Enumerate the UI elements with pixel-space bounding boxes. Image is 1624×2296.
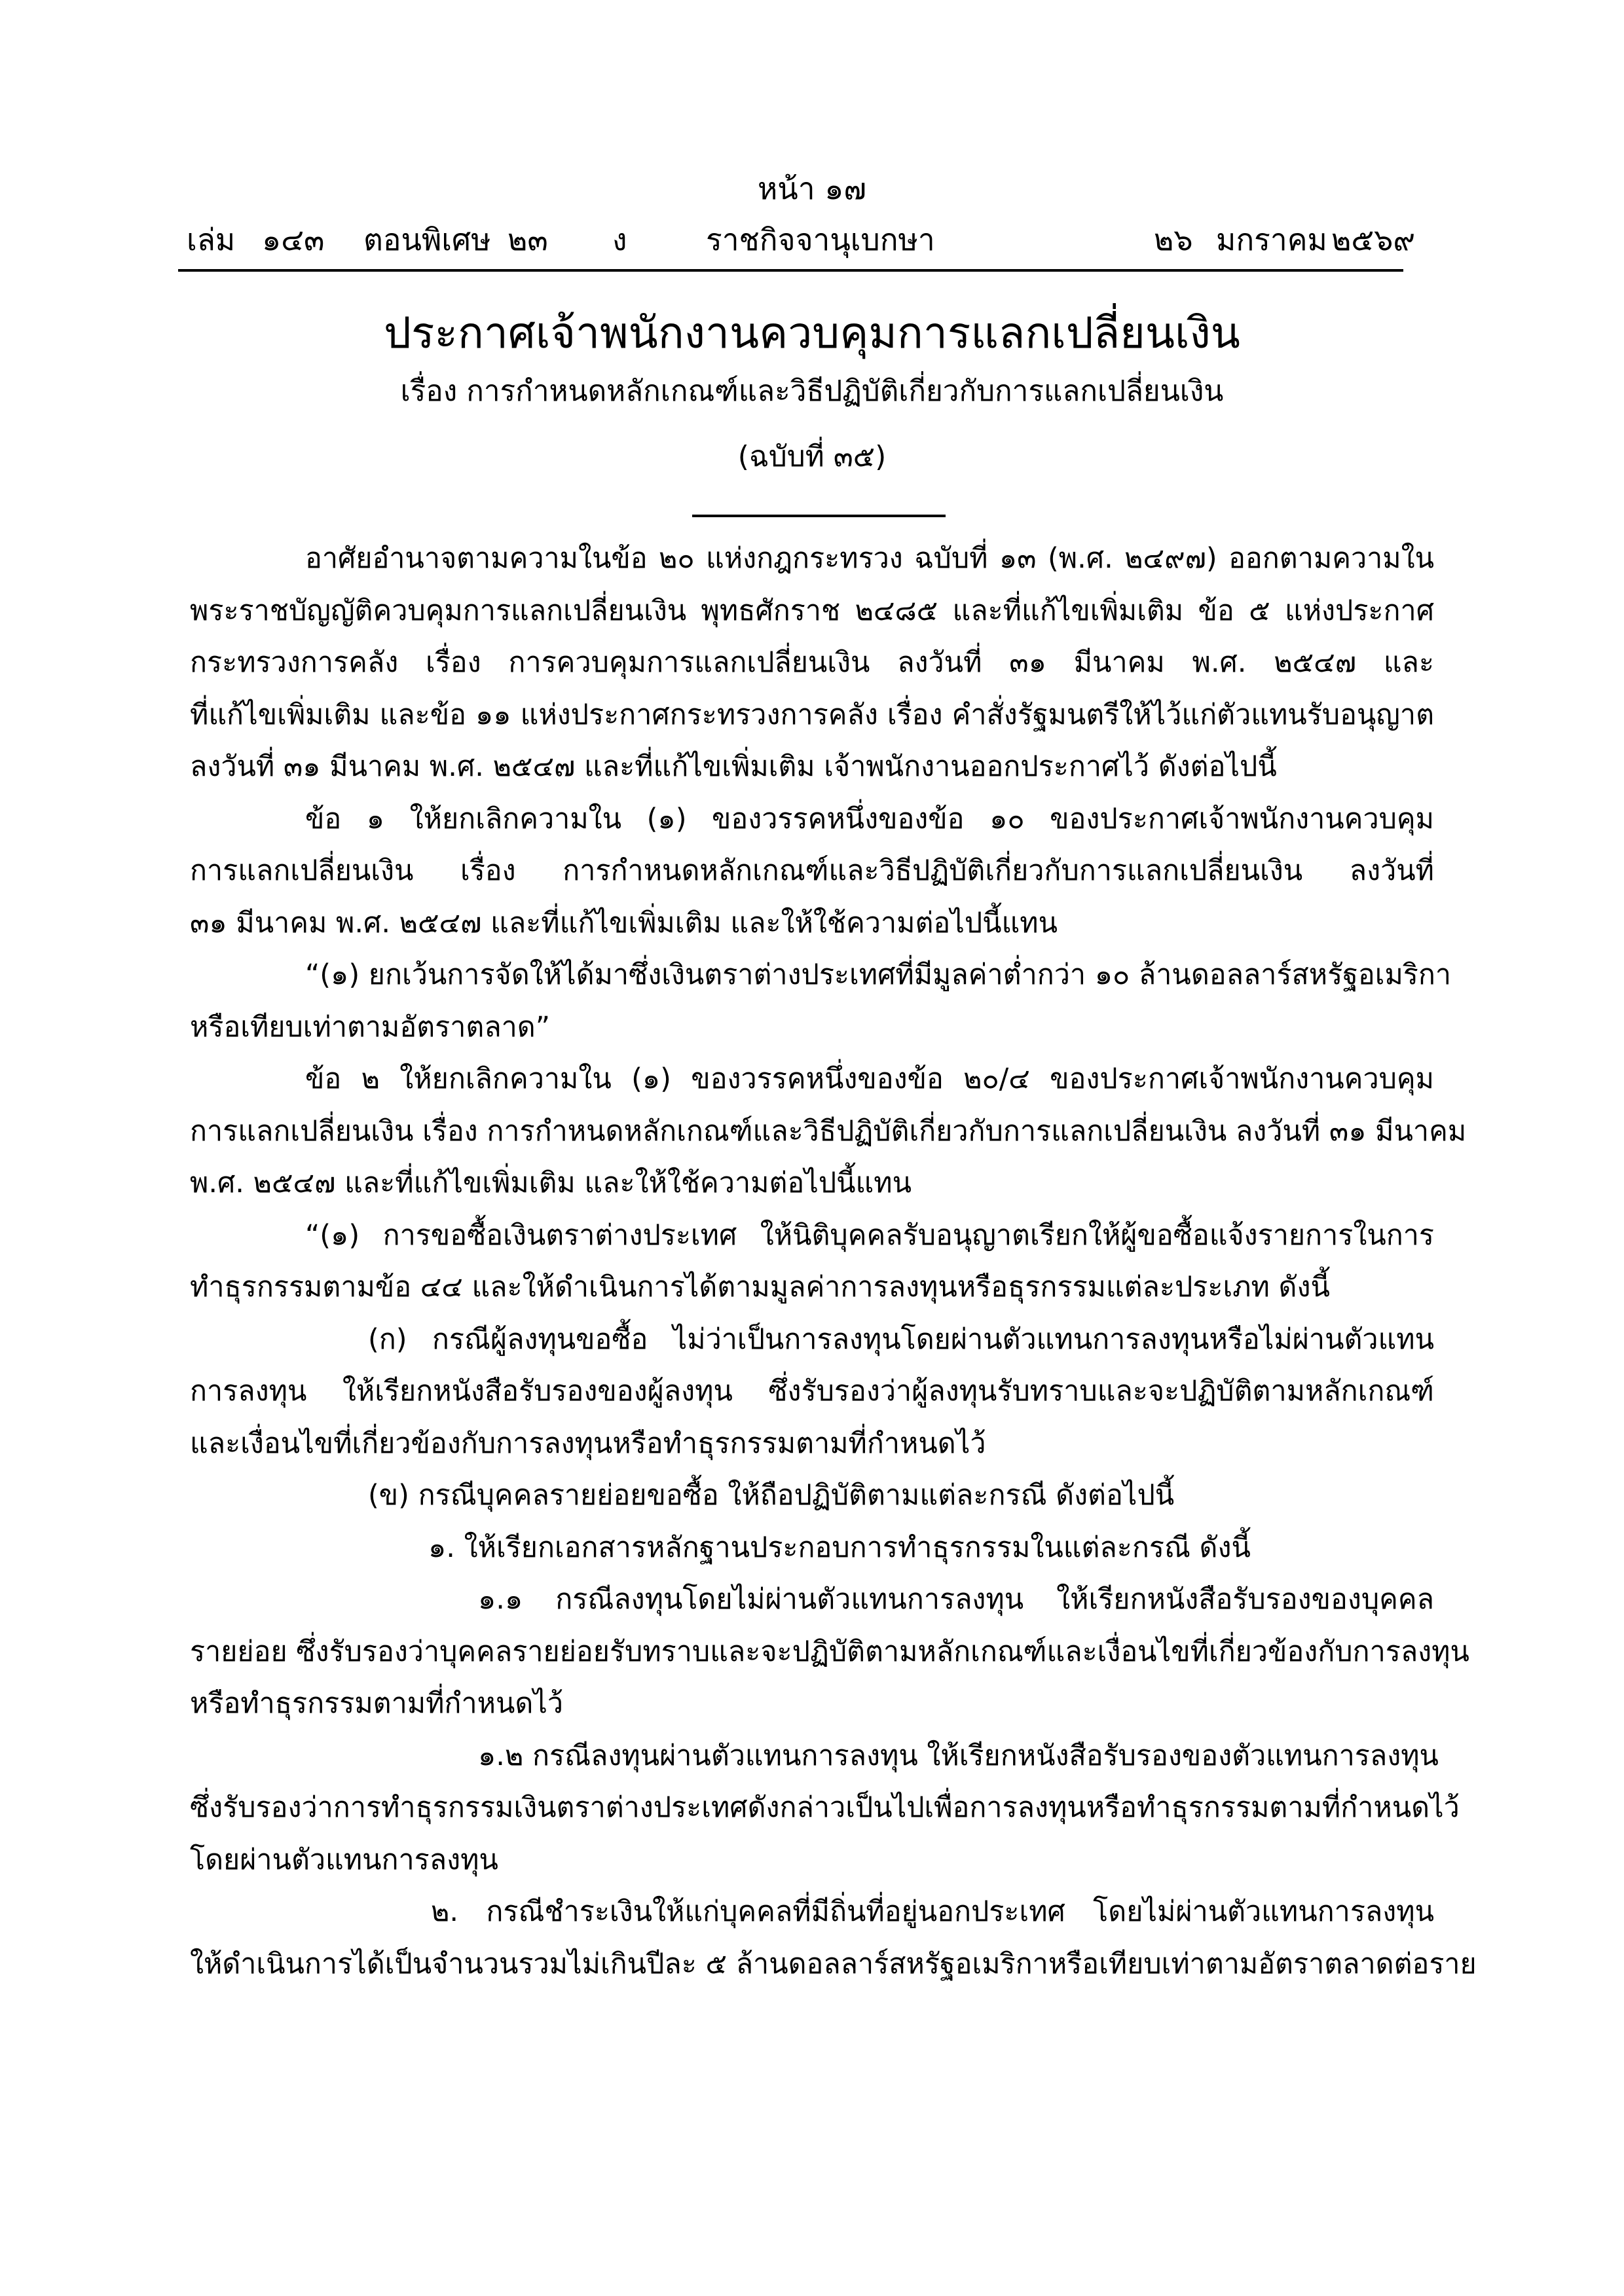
body-line: อาศัยอำนาจตามความในข้อ ๒๐ แห่งกฎกระทรวง ฉบับที่ ๑๓ (พ.ศ. ๒๔๙๗) ออกตามความใน — [305, 542, 1434, 575]
header-rule — [178, 269, 1403, 272]
subitem-1-1-line: รายย่อย ซึ่งรับรองว่าบุคคลรายย่อยรับทราบและจะปฏิบัติตามหลักเกณฑ์และเงื่อนไขที่เกี่ยวข้องกับการลงทุน — [190, 1635, 1469, 1668]
document-body — [190, 533, 1477, 1990]
clause-2-quote-line: ทำธุรกรรมตามข้อ ๔๔ และให้ดำเนินการได้ตามมูลค่าการลงทุนหรือธุรกรรมแต่ละประเภท ดังนี้ — [190, 1271, 1330, 1303]
item-ka-line: (ก) กรณีผู้ลงทุนขอซื้อ ไม่ว่าเป็นการลงทุนโดยผ่านตัวแทนการลงทุนหรือไม่ผ่านตัวแทน — [368, 1322, 1434, 1356]
section-letter: ง — [612, 222, 627, 257]
clause-1-line: การแลกเปลี่ยนเงิน เรื่อง การกำหนดหลักเกณฑ์และวิธีปฏิบัติเกี่ยวกับการแลกเปลี่ยนเงิน ลงวันที่ — [190, 854, 1434, 887]
clause-2-quote-line: “(๑) การขอซื้อเงินตราต่างประเทศ ให้นิติบุคคลรับอนุญาตเรียกให้ผู้ขอซื้อแจ้งรายการในการ — [305, 1218, 1434, 1252]
subitem-2-line: ๒. กรณีชำระเงินให้แก่บุคคลที่มีถิ่นที่อยู่นอกประเทศ โดยไม่ผ่านตัวแทนการลงทุน — [431, 1895, 1434, 1928]
document-title: ประกาศเจ้าพนักงานควบคุมการแลกเปลี่ยนเงิน — [384, 308, 1240, 358]
clause-1-quote-line: หรือเทียบเท่าตามอัตราตลาด” — [190, 1010, 551, 1044]
section-label: ตอนพิเศษ — [363, 222, 491, 257]
volume-label: เล่ม — [187, 222, 236, 257]
subitem-2-line: ให้ดำเนินการได้เป็นจำนวนรวมไม่เกินปีละ ๕ ล้านดอลลาร์สหรัฐอเมริกาหรือเทียบเท่าตามอัตราตลาดต่อราย — [190, 1947, 1477, 1980]
subitem-1-line: ๑. ให้เรียกเอกสารหลักฐานประกอบการทำธุรกรรมในแต่ละกรณี ดังนี้ — [428, 1531, 1251, 1564]
volume-number: ๑๔๓ — [262, 222, 325, 257]
date-month: มกราคม — [1216, 222, 1327, 257]
clause-2-line: การแลกเปลี่ยนเงิน เรื่อง การกำหนดหลักเกณฑ์และวิธีปฏิบัติเกี่ยวกับการแลกเปลี่ยนเงิน ลงวันที่ ๓๑ มีนาคม — [190, 1114, 1467, 1148]
item-kha-line: (ข) กรณีบุคคลรายย่อยขอซื้อ ให้ถือปฏิบัติตามแต่ละกรณี ดังต่อไปนี้ — [368, 1479, 1175, 1512]
title-divider — [692, 515, 946, 517]
date-day: ๒๖ — [1154, 222, 1193, 257]
page-number: หน้า ๑๗ — [757, 171, 866, 206]
subitem-1-2-line: โดยผ่านตัวแทนการลงทุน — [190, 1843, 498, 1876]
item-ka-line: และเงื่อนไขที่เกี่ยวข้องกับการลงทุนหรือทำธุรกรรมตามที่กำหนดไว้ — [190, 1427, 986, 1460]
clause-1-quote-line: “(๑) ยกเว้นการจัดให้ได้มาซึ่งเงินตราต่างประเทศที่มีมูลค่าต่ำกว่า ๑๐ ล้านดอลลาร์สหรัฐอเมริกา — [305, 958, 1452, 991]
subitem-1-2-line: ๑.๒ กรณีลงทุนผ่านตัวแทนการลงทุน ให้เรียกหนังสือรับรองของตัวแทนการลงทุน — [478, 1739, 1439, 1772]
date-year: ๒๕๖๙ — [1331, 222, 1416, 257]
body-line: ลงวันที่ ๓๑ มีนาคม พ.ศ. ๒๕๔๗ และที่แก้ไขเพิ่มเติม เจ้าพนักงานออกประกาศไว้ ดังต่อไปนี้ — [190, 750, 1277, 783]
body-line: พระราชบัญญัติควบคุมการแลกเปลี่ยนเงิน พุทธศักราช ๒๔๘๕ และที่แก้ไขเพิ่มเติม ข้อ ๕ แห่งประกาศ — [190, 594, 1434, 627]
item-ka-line: การลงทุน ให้เรียกหนังสือรับรองของผู้ลงทุน ซึ่งรับรองว่าผู้ลงทุนรับทราบและจะปฏิบัติตามหลักเกณฑ์ — [190, 1375, 1434, 1408]
clause-1-line: ข้อ ๑ ให้ยกเลิกความใน (๑) ของวรรคหนึ่งของข้อ ๑๐ ของประกาศเจ้าพนักงานควบคุม — [305, 802, 1434, 835]
clause-2-line: ข้อ ๒ ให้ยกเลิกความใน (๑) ของวรรคหนึ่งของข้อ ๒๐/๔ ของประกาศเจ้าพนักงานควบคุม — [305, 1063, 1434, 1095]
subitem-1-2-line: ซึ่งรับรองว่าการทำธุรกรรมเงินตราต่างประเทศดังกล่าวเป็นไปเพื่อการลงทุนหรือทำธุรกรรมตามที่กำหนดไว้ — [190, 1791, 1460, 1824]
gazette-name: ราชกิจจานุเบกษา — [706, 222, 935, 257]
document-subject: เรื่อง การกำหนดหลักเกณฑ์และวิธีปฏิบัติเกี่ยวกับการแลกเปลี่ยนเงิน — [400, 374, 1224, 408]
body-line: กระทรวงการคลัง เรื่อง การควบคุมการแลกเปลี่ยนเงิน ลงวันที่ ๓๑ มีนาคม พ.ศ. ๒๕๔๗ และ — [190, 646, 1434, 679]
body-line: ที่แก้ไขเพิ่มเติม และข้อ ๑๑ แห่งประกาศกระทรวงการคลัง เรื่อง คำสั่งรัฐมนตรีให้ไว้แก่ตัวแทนรับอนุญาต — [190, 698, 1434, 731]
subitem-1-1-line: หรือทำธุรกรรมตามที่กำหนดไว้ — [190, 1687, 564, 1720]
section-number: ๒๓ — [507, 222, 548, 257]
clause-2-line: พ.ศ. ๒๕๔๗ และที่แก้ไขเพิ่มเติม และให้ใช้ความต่อไปนี้แทน — [190, 1167, 912, 1199]
clause-1-line: ๓๑ มีนาคม พ.ศ. ๒๕๔๗ และที่แก้ไขเพิ่มเติม และให้ใช้ความต่อไปนี้แทน — [190, 906, 1058, 939]
document-edition: (ฉบับที่ ๓๕) — [737, 440, 887, 473]
subitem-1-1-line: ๑.๑ กรณีลงทุนโดยไม่ผ่านตัวแทนการลงทุน ให้เรียกหนังสือรับรองของบุคคล — [478, 1583, 1434, 1616]
